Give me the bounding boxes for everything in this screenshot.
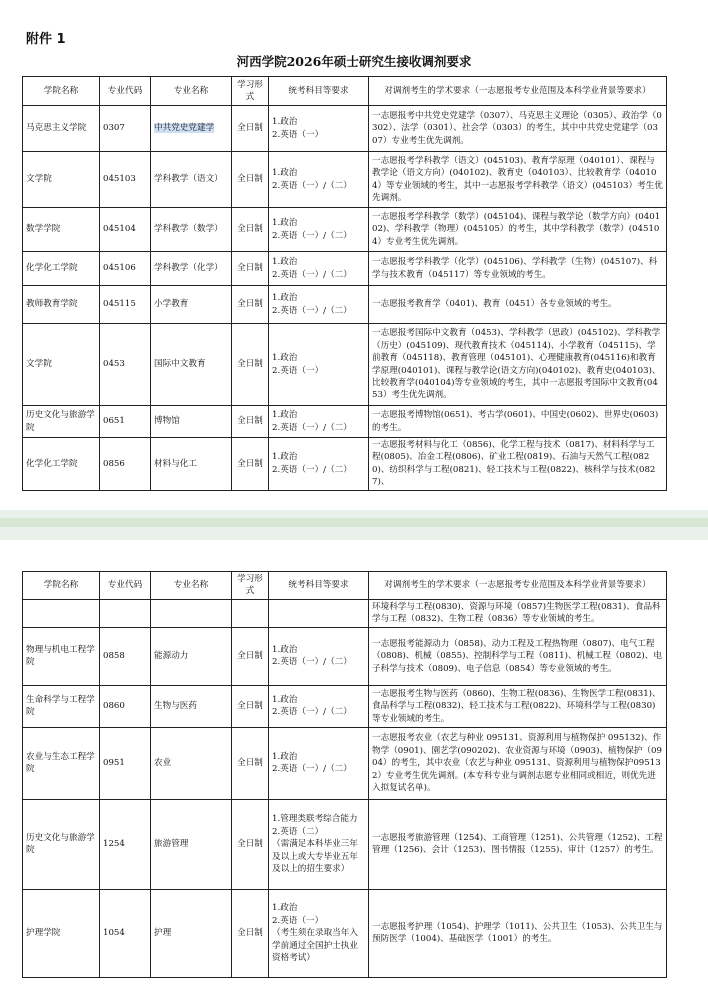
exam-line: 2.英语（一）/（二） bbox=[272, 464, 352, 475]
exam-line: 1.政治 bbox=[272, 293, 298, 304]
mode-cell: 全日制 bbox=[232, 286, 269, 324]
major-cell bbox=[151, 685, 232, 727]
exam-line: 1.政治 bbox=[272, 452, 298, 463]
header-requirement: 对调剂考生的学术要求（一志愿报考专业范围及本科学业背景等要求） bbox=[369, 572, 667, 600]
mode-cell: 全日制 bbox=[232, 727, 269, 799]
major-name: 小学教育 bbox=[154, 299, 189, 310]
major-name: 护理 bbox=[154, 928, 172, 939]
table-row bbox=[23, 208, 667, 252]
mode-cell: 全日制 bbox=[232, 208, 269, 252]
exam-line: 1.政治 bbox=[272, 257, 298, 268]
table-row bbox=[23, 286, 667, 324]
mode-cell: 全日制 bbox=[232, 889, 269, 977]
header-exam: 统考科目等要求 bbox=[269, 572, 369, 600]
code-cell bbox=[100, 599, 151, 627]
header-row bbox=[23, 77, 667, 106]
exam-cell bbox=[269, 208, 369, 252]
exam-line: 2.英语（一） bbox=[272, 365, 324, 376]
mode-cell: 全日制 bbox=[232, 406, 269, 438]
header-row bbox=[23, 572, 667, 600]
header-requirement: 对调剂考生的学术要求（一志愿报考专业范围及本科学业背景等要求） bbox=[369, 77, 667, 106]
code-cell: 0951 bbox=[100, 727, 151, 799]
major-name: 国际中文教育 bbox=[154, 359, 206, 370]
exam-line: 2.英语（一）/（二） bbox=[272, 180, 352, 191]
major-cell bbox=[151, 627, 232, 685]
code-cell: 045115 bbox=[100, 286, 151, 324]
table-row bbox=[23, 685, 667, 727]
code-cell: 0858 bbox=[100, 627, 151, 685]
code-cell: 045104 bbox=[100, 208, 151, 252]
college-cell: 化学化工学院 bbox=[23, 438, 100, 491]
exam-cell bbox=[269, 252, 369, 286]
exam-line: 1.政治 bbox=[272, 410, 298, 421]
table-row bbox=[23, 106, 667, 152]
requirement-cell: 一志愿报考生物与医药（0860)、生物工程(0836)、生物医学工程(0831)、食品科学与工程(0832)、轻工技术与工程(0822)、环境科学与工程(0830)等专业领域的考生。 bbox=[369, 685, 667, 727]
mode-cell: 全日制 bbox=[232, 438, 269, 491]
mode-cell: 全日制 bbox=[232, 152, 269, 208]
requirement-cell: 一志愿报考博物馆(0651)、考古学(0601)、中国史(0602)、世界史(0603)的考生。 bbox=[369, 406, 667, 438]
mode-cell: 全日制 bbox=[232, 252, 269, 286]
exam-cell bbox=[269, 889, 369, 977]
exam-line: 2.英语（一）/（二） bbox=[272, 230, 352, 241]
mode-cell: 全日制 bbox=[232, 685, 269, 727]
code-cell: 0856 bbox=[100, 438, 151, 491]
college-cell: 文学院 bbox=[23, 324, 100, 406]
major-name: 学科教学（数学） bbox=[154, 224, 223, 235]
major-name: 学科教学（化学） bbox=[154, 263, 223, 274]
page-separator-band bbox=[0, 518, 708, 527]
major-name: 材料与化工 bbox=[154, 458, 197, 469]
exam-line: 2.英语（一）/（二） bbox=[272, 422, 352, 433]
major-cell bbox=[151, 208, 232, 252]
major-name: 博物馆 bbox=[154, 416, 180, 427]
major-name: 能源动力 bbox=[154, 651, 189, 662]
mode-cell: 全日制 bbox=[232, 799, 269, 889]
exam-line: 1.政治 bbox=[272, 751, 298, 762]
requirement-cell: 一志愿报考国际中文教育（0453)、学科教学（思政）(045102)、学科教学（历史）(045109)、现代教育技术（045114)、小学教育（045115)、学前教育（045118)、教育管理（045101)、心理健康教育(045116)和教育学原理(040101)、课程与教学论(语文方向)(040102)、教育史(040103)、比较教育学(040104)等专业领域的考生，其中一志愿报考国际中文教育(0453）考生优先调剂。 bbox=[369, 324, 667, 406]
header-college: 学院名称 bbox=[23, 77, 100, 106]
college-cell: 教师教育学院 bbox=[23, 286, 100, 324]
exam-cell bbox=[269, 324, 369, 406]
table-row bbox=[23, 727, 667, 799]
exam-line: （需满足本科毕业三年及以上或大专毕业五年及以上的招生要求） bbox=[272, 839, 358, 875]
code-cell: 0453 bbox=[100, 324, 151, 406]
requirement-cell: 一志愿报考学科教学（化学）(045106)、学科教学（生物）(045107)、科学与技术教育（045117）等专业领域的考生。 bbox=[369, 252, 667, 286]
requirement-cell: 一志愿报考中共党史党建学（0307）、马克思主义理论（0305）、政治学（0302）、法学（0301）、社会学（0303）的考生，其中中共党史党建学（0307）专业考生优先调剂。 bbox=[369, 106, 667, 152]
mode-cell: 全日制 bbox=[232, 324, 269, 406]
table-row bbox=[23, 799, 667, 889]
requirement-cell: 一志愿报考学科教学（语文）(045103)、教育学原理（040101）、课程与教学论（语文方向）(040102)、教育史（040103）、比较教育学（040104）等专业领域的考生，其中一志愿报考学科教学（语文）(045103）考生优先调剂。 bbox=[369, 152, 667, 208]
table-row bbox=[23, 324, 667, 406]
exam-line: 2.英语（一）/（二） bbox=[272, 707, 352, 718]
exam-cell bbox=[269, 685, 369, 727]
college-cell: 数学学院 bbox=[23, 208, 100, 252]
major-cell bbox=[151, 438, 232, 491]
requirements-table-page-1 bbox=[22, 76, 667, 491]
exam-line: 1.政治 bbox=[272, 168, 298, 179]
exam-line: 2.英语（二） bbox=[272, 826, 324, 837]
table-row bbox=[23, 889, 667, 977]
major-cell bbox=[151, 324, 232, 406]
header-mode: 学习形式 bbox=[232, 572, 269, 600]
requirement-cell: 一志愿报考能源动力（0858)、动力工程及工程热物理（0807)、电气工程（0808)、机械（0855)、控制科学与工程（0811)、机械工程（0802)、电子科学与技术（0809)、电子信息（0854）等专业领域的考生。 bbox=[369, 627, 667, 685]
exam-line: （考生须在录取当年入学前通过全国护士执业资格考试） bbox=[272, 928, 358, 964]
major-cell bbox=[151, 799, 232, 889]
code-cell: 1254 bbox=[100, 799, 151, 889]
requirement-cell: 一志愿报考旅游管理（1254)、工商管理（1251)、公共管理（1252)、工程管理（1256)、会计（1253)、图书情报（1255)、审计（1257）的考生。 bbox=[369, 799, 667, 889]
exam-line: 2.英语（一）/（二） bbox=[272, 305, 352, 316]
major-cell bbox=[151, 889, 232, 977]
header-major: 专业名称 bbox=[151, 572, 232, 600]
header-exam: 统考科目等要求 bbox=[269, 77, 369, 106]
major-cell bbox=[151, 286, 232, 324]
major-name: 旅游管理 bbox=[154, 839, 189, 850]
major-cell bbox=[151, 599, 232, 627]
mode-cell: 全日制 bbox=[232, 627, 269, 685]
header-code: 专业代码 bbox=[100, 572, 151, 600]
major-name: 农业 bbox=[154, 758, 172, 769]
college-cell: 护理学院 bbox=[23, 889, 100, 977]
major-cell bbox=[151, 152, 232, 208]
page-separator bbox=[0, 510, 708, 540]
exam-line: 1.管理类联考综合能力 bbox=[272, 814, 358, 825]
exam-cell bbox=[269, 727, 369, 799]
code-cell: 1054 bbox=[100, 889, 151, 977]
code-cell: 0307 bbox=[100, 106, 151, 152]
exam-cell bbox=[269, 152, 369, 208]
major-name: 学科教学（语文） bbox=[154, 174, 223, 185]
college-cell bbox=[23, 599, 100, 627]
college-cell: 物理与机电工程学院 bbox=[23, 627, 100, 685]
major-cell bbox=[151, 252, 232, 286]
mode-cell bbox=[232, 599, 269, 627]
exam-cell bbox=[269, 286, 369, 324]
college-cell: 马克思主义学院 bbox=[23, 106, 100, 152]
exam-line: 2.英语（一）/（二） bbox=[272, 269, 352, 280]
code-cell: 0860 bbox=[100, 685, 151, 727]
requirement-cell: 一志愿报考护理（1054)、护理学（1011)、公共卫生（1053)、公共卫生与预防医学（1004)、基础医学（1001）的考生。 bbox=[369, 889, 667, 977]
table-row bbox=[23, 438, 667, 491]
table-row bbox=[23, 152, 667, 208]
major-cell bbox=[151, 727, 232, 799]
exam-line: 2.英语（一）/（二） bbox=[272, 657, 352, 668]
exam-cell bbox=[269, 106, 369, 152]
code-cell: 045106 bbox=[100, 252, 151, 286]
major-cell bbox=[151, 406, 232, 438]
major-name: 生物与医药 bbox=[154, 701, 197, 712]
college-cell: 农业与生态工程学院 bbox=[23, 727, 100, 799]
code-cell: 0651 bbox=[100, 406, 151, 438]
exam-line: 1.政治 bbox=[272, 218, 298, 229]
exam-cell bbox=[269, 406, 369, 438]
college-cell: 历史文化与旅游学院 bbox=[23, 406, 100, 438]
college-cell: 文学院 bbox=[23, 152, 100, 208]
table-row bbox=[23, 599, 667, 627]
exam-line: 2.英语（一） bbox=[272, 129, 324, 140]
exam-line: 1.政治 bbox=[272, 694, 298, 705]
exam-cell bbox=[269, 438, 369, 491]
college-cell: 生命科学与工程学院 bbox=[23, 685, 100, 727]
college-cell: 化学化工学院 bbox=[23, 252, 100, 286]
exam-line: 1.政治 bbox=[272, 353, 298, 364]
exam-line: 1.政治 bbox=[272, 644, 298, 655]
requirement-cell: 一志愿报考材料与化工（0856)、化学工程与技术（0817)、材料科学与工程(0805)、冶金工程(0806)、矿业工程(0819)、石油与天然气工程(0820)、纺织科学与工程(0821)、轻工技术与工程(0822)、核科学与技术(0827)、 bbox=[369, 438, 667, 491]
table-row bbox=[23, 252, 667, 286]
requirement-cell: 环境科学与工程(0830)、资源与环境（0857)生物医学工程(0831)、食品科学与工程（0832)、生物工程（0836）等专业领域的考生。 bbox=[369, 599, 667, 627]
exam-cell bbox=[269, 627, 369, 685]
header-code: 专业代码 bbox=[100, 77, 151, 106]
code-cell: 045103 bbox=[100, 152, 151, 208]
table-row bbox=[23, 406, 667, 438]
exam-line: 2.英语（一）/（二） bbox=[272, 764, 352, 775]
exam-cell bbox=[269, 599, 369, 627]
requirement-cell: 一志愿报考教育学（0401)、教育（0451）各专业领域的考生。 bbox=[369, 286, 667, 324]
document-title: 河西学院2026年硕士研究生接收调剂要求 bbox=[236, 54, 472, 69]
header-college: 学院名称 bbox=[23, 572, 100, 600]
exam-line: 1.政治 bbox=[272, 903, 298, 914]
header-mode: 学习形式 bbox=[232, 77, 269, 106]
requirements-table-page-2 bbox=[22, 571, 667, 978]
exam-line: 1.政治 bbox=[272, 117, 298, 128]
exam-line: 2.英语（一） bbox=[272, 915, 324, 926]
header-major: 专业名称 bbox=[151, 77, 232, 106]
exam-cell bbox=[269, 799, 369, 889]
major-cell bbox=[151, 106, 232, 152]
requirement-cell: 一志愿报考学科教学（数学）(045104)、课程与教学论（数学方向）(040102)、学科教学（物理）(045105）的考生，其中学科教学（数学）(045104）专业考生优先调剂。 bbox=[369, 208, 667, 252]
table-row bbox=[23, 627, 667, 685]
college-cell: 历史文化与旅游学院 bbox=[23, 799, 100, 889]
requirement-cell: 一志愿报考农业（农艺与种业 095131、资源利用与植物保护 095132)、作物学（0901)、園艺学(090202)、农业资源与环境（0903)、植物保护（0904）的考生，其中农业（农艺与种业 095131、资源利用与植物保护095132）专业考生优先调剂。(本专科专业与调剂志愿专业相同或相近，则优先进入拟复试名单)。 bbox=[369, 727, 667, 799]
major-name: 中共党史党建学 bbox=[154, 123, 215, 134]
attachment-label: 附件 1 bbox=[26, 32, 66, 47]
mode-cell: 全日制 bbox=[232, 106, 269, 152]
